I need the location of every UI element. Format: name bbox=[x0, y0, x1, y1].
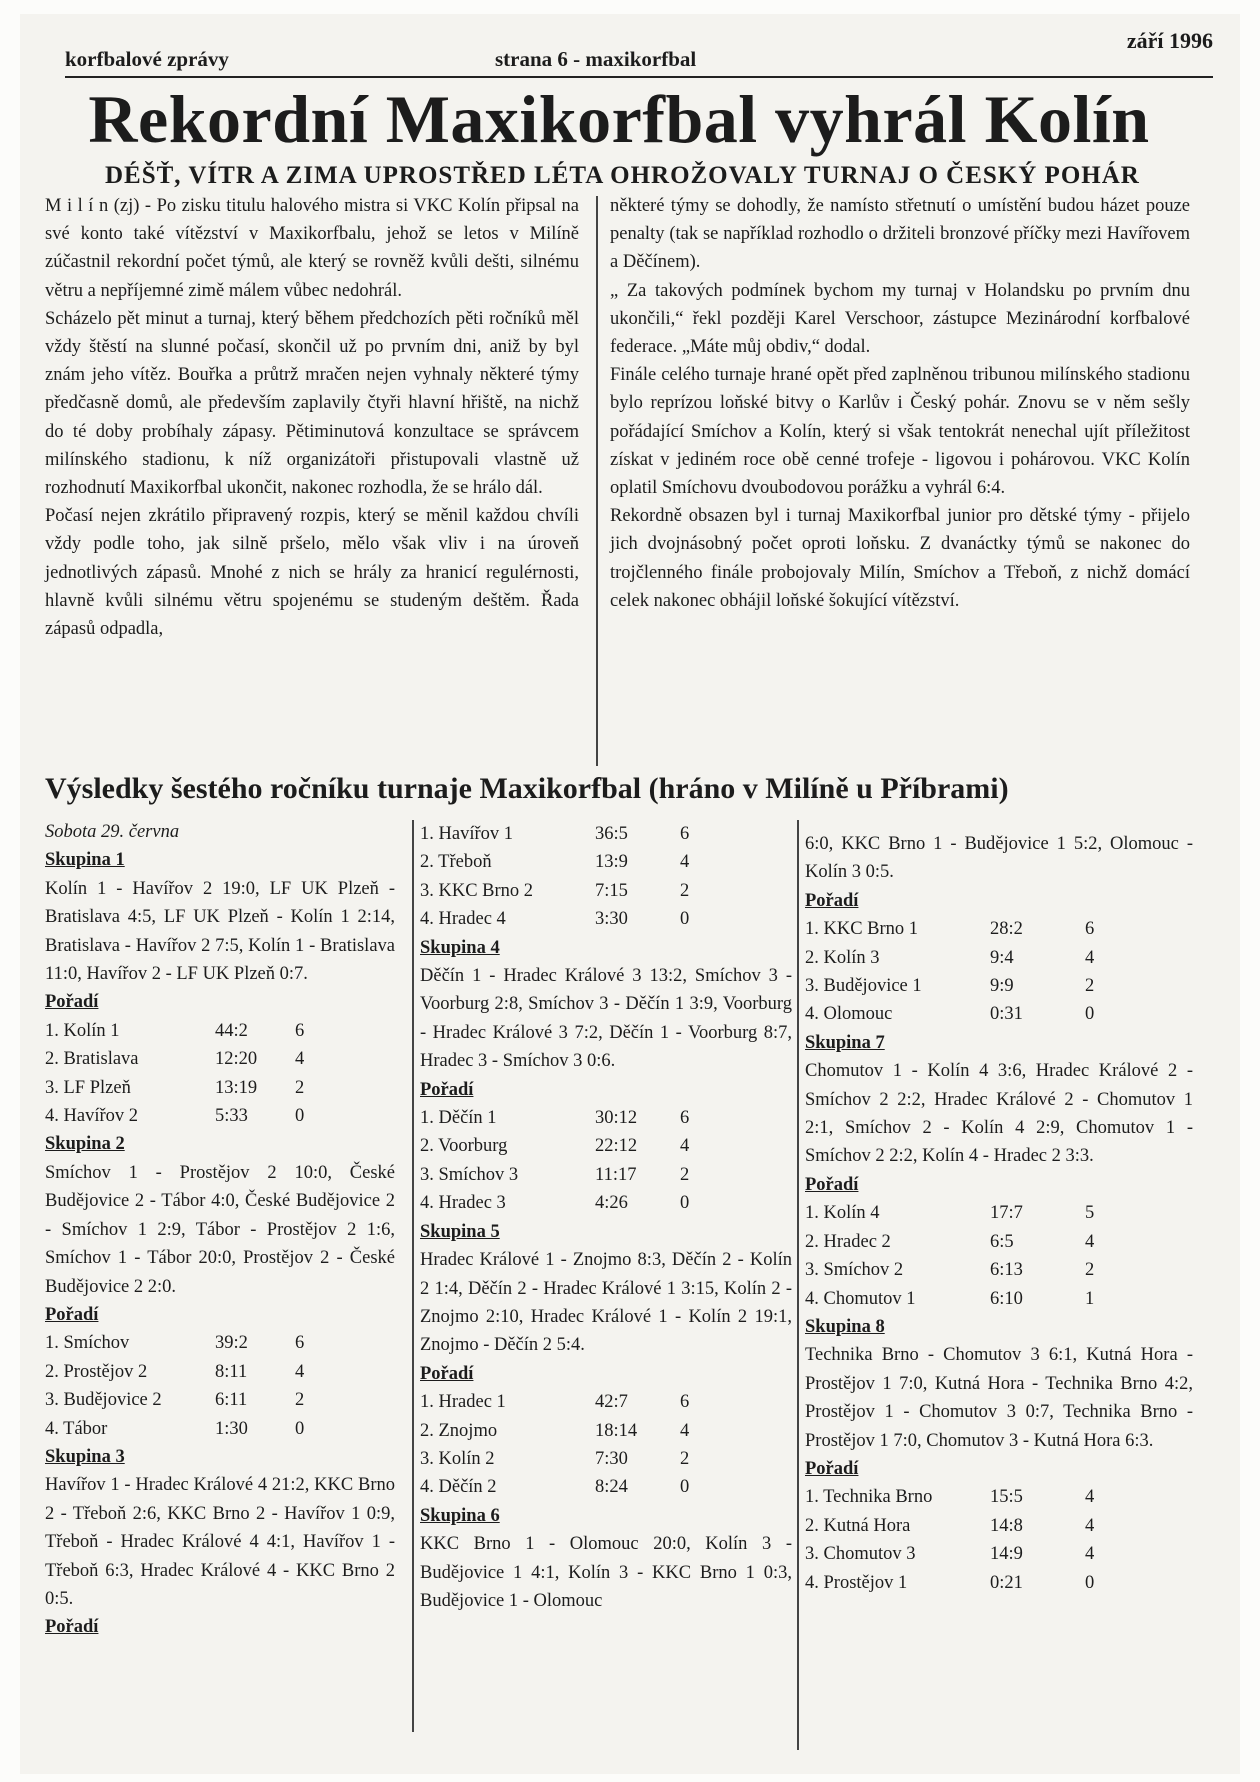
standings-row: 3. Kolín 2 7:30 2 bbox=[420, 1448, 690, 1469]
standings-row: 1. KKC Brno 1 28:2 6 bbox=[805, 919, 1095, 940]
paragraph: Scházelo pět minut a turnaj, který během předchozích pěti ročníků měl vždy štěstí na slunné počasí, skončil už po prvním dni, aniž by byl znám jeho vítěz. Bouřka a průtrž mračen nejen vyhnaly některé týmy předčasně domů, ale především zaplavily čtyři hlavní hřiště, na nichž do té doby probíhaly zápasy. Pětiminutová konzultace se správcem milínského stadionu, k níž organizátoři přistupovali vlastně už rozhodnutí Maxikorfbal ukončit, nakonec rozhodla, že se hrálo dál. bbox=[45, 308, 579, 499]
standings-row: 4. Chomutov 1 6:10 1 bbox=[805, 1288, 1095, 1309]
article-headline: Rekordní Maxikorfbal vyhrál Kolín bbox=[88, 81, 1150, 157]
group-title: Skupina 2 bbox=[45, 1134, 125, 1155]
results-column-3 bbox=[805, 830, 1193, 1597]
standings-row: 1. Kolín 1 44:2 6 bbox=[45, 1020, 305, 1041]
article-column-2 bbox=[610, 192, 1190, 615]
standings-row: 2. Kolín 3 9:4 4 bbox=[805, 947, 1095, 968]
standings-row: 1. Technika Brno 15:5 4 bbox=[805, 1487, 1095, 1508]
group-matches: Smíchov 1 - Prostějov 2 10:0, České Budějovice 2 - Tábor 4:0, České Budějovice 2 - Smíchov 1 2:9, Tábor - Prostějov 2 1:6, Smíchov 1 - Tábor 20:0, Prostějov 2 - České Budějovice 2 2:0. bbox=[45, 1162, 395, 1297]
standings-label: Pořadí bbox=[45, 1617, 99, 1638]
standings-label: Pořadí bbox=[45, 1304, 99, 1325]
results-heading: Výsledky šestého ročníku turnaje Maxikorfbal (hráno v Milíně u Příbrami) bbox=[45, 772, 1009, 805]
standings-row: 3. LF Plzeň 13:19 2 bbox=[45, 1077, 305, 1098]
standings-row: 2. Voorburg 22:12 4 bbox=[420, 1136, 690, 1157]
paragraph: „ Za takových podmínek bychom my turnaj v Holandsku po prvním dnu ukončili,“ řekl později Karel Verschoor, zástupce Mezinárodní korfbalové federace. „Máte můj obdiv,“ dodal. bbox=[610, 280, 1190, 358]
standings-row: 1. Havířov 1 36:5 6 bbox=[420, 824, 690, 844]
standings-row: 3. Chomutov 3 14:9 4 bbox=[805, 1544, 1095, 1565]
standings-label: Pořadí bbox=[805, 1174, 859, 1195]
group-matches: KKC Brno 1 - Olomouc 20:0, Kolín 3 - Budějovice 1 4:1, Kolín 3 - KKC Brno 1 0:3, Budějovice 1 - Olomouc bbox=[420, 1534, 792, 1611]
standings-row: 4. Hradec 4 3:30 0 bbox=[420, 909, 690, 930]
article-subheadline: DÉŠŤ, VÍTR A ZIMA UPROSTŘED LÉTA OHROŽOVALY TURNAJ O ČESKÝ POHÁR bbox=[105, 162, 1140, 189]
standings-row: 1. Hradec 1 42:7 6 bbox=[420, 1392, 690, 1413]
column-divider bbox=[596, 196, 598, 766]
standings-label: Pořadí bbox=[420, 1079, 474, 1100]
column-divider bbox=[412, 820, 414, 1732]
group-matches: Hradec Králové 1 - Znojmo 8:3, Děčín 2 - Kolín 2 1:4, Děčín 2 - Hradec Králové 1 3:15, Kolín 2 - Znojmo 2:10, Hradec Králové 1 - Kolín 2 19:1, Znojmo - Děčín 2 5:4. bbox=[420, 1250, 792, 1356]
page-header bbox=[65, 26, 1213, 78]
group-title: Skupina 4 bbox=[420, 937, 500, 958]
paragraph: Rekordně obsazen byl i turnaj Maxikorfbal junior pro dětské týmy - přijelo jich dvojnásobný počet oproti loňsku. Z dvanáctky týmů se nakonec do trojčlenného finále probojovaly Milín, Smíchov a Třeboň, z nichž domácí celek nakonec obhájil loňské šokující vítězství. bbox=[610, 506, 1190, 611]
standings-row: 1. Kolín 4 17:7 5 bbox=[805, 1203, 1095, 1224]
results-column-2 bbox=[420, 820, 792, 1615]
paragraph: Finále celého turnaje hrané opět před zaplněnou tribunou milínského stadionu bylo reprízou loňské bitvy o Karlův i Český pohár. Znovu se v něm sešly pořádající Smíchov a Kolín, který si však tentokrát nenechal ujít příležitost získat v jediném roce obě cenné trofeje - ligovou i pohárovou. VKC Kolín oplatil Smíchovu dvoubodovou porážku a vyhrál 6:4. bbox=[610, 365, 1190, 499]
column-divider bbox=[797, 820, 799, 1750]
standings-label: Pořadí bbox=[45, 992, 99, 1013]
group-title: Skupina 6 bbox=[420, 1505, 500, 1526]
standings-label: Pořadí bbox=[805, 1458, 859, 1479]
group-matches: 6:0, KKC Brno 1 - Budějovice 1 5:2, Olomouc - Kolín 3 0:5. bbox=[805, 834, 1193, 883]
group-title: Skupina 5 bbox=[420, 1221, 500, 1242]
standings-row: 2. Kutná Hora 14:8 4 bbox=[805, 1515, 1095, 1536]
standings-row: 4. Olomouc 0:31 0 bbox=[805, 1004, 1095, 1025]
group-matches: Havířov 1 - Hradec Králové 4 21:2, KKC Brno 2 - Třeboň 2:6, KKC Brno 2 - Havířov 1 0:9, Třeboň - Hradec Králové 4 4:1, Havířov 1 - Třeboň 6:3, Hradec Králové 4 - KKC Brno 2 0:5. bbox=[45, 1475, 395, 1609]
standings-row: 4. Prostějov 1 0:21 0 bbox=[805, 1572, 1095, 1593]
group-title: Skupina 1 bbox=[45, 850, 125, 871]
standings-row: 3. Budějovice 2 6:11 2 bbox=[45, 1390, 305, 1411]
paragraph: některé týmy se dohodly, že namísto střetnutí o umístění budou házet pouze penalty (tak se například rozhodlo o držiteli bronzové příčky mezi Havířovem a Děčínem). bbox=[610, 196, 1190, 273]
paragraph: M i l í n (zj) - Po zisku titulu halového mistra si VKC Kolín připsal na své konto také vítězství v Maxikorfbalu, jehož se letos v Milíně zúčastnil rekordní počet týmů, ale který se rovněž kvůli dešti, silnému větru a nepříjemné zimě málem vůbec nedohrál. bbox=[45, 196, 579, 301]
group-title: Skupina 7 bbox=[805, 1032, 885, 1053]
group-matches: Kolín 1 - Havířov 2 19:0, LF UK Plzeň - Bratislava 4:5, LF UK Plzeň - Kolín 1 2:14, Bratislava - Havířov 2 7:5, Kolín 1 - Bratislava 11:0, Havířov 2 - LF UK Plzeň 0:7. bbox=[45, 878, 395, 985]
group-matches: Chomutov 1 - Kolín 4 3:6, Hradec Králové 2 - Smíchov 2 2:2, Hradec Králové 2 - Chomutov 1 2:1, Smíchov 2 - Kolín 4 2:9, Chomutov 1 - Smíchov 2 2:2, Kolín 4 - Hradec 2 3:3. bbox=[805, 1061, 1193, 1167]
standings-label: Pořadí bbox=[805, 890, 859, 911]
standings-row: 4. Havířov 2 5:33 0 bbox=[45, 1106, 305, 1127]
article-column-1 bbox=[45, 192, 579, 643]
standings-row: 1. Děčín 1 30:12 6 bbox=[420, 1108, 690, 1129]
group-title: Skupina 3 bbox=[45, 1446, 125, 1467]
results-date: Sobota 29. června bbox=[45, 822, 180, 842]
paragraph: Počasí nejen zkrátilo připravený rozpis, který se měnil každou chvíli vždy podle toho, jak silně pršelo, mělo však vliv i na úroveň jednotlivých zápasů. Mnohé z nich se hrály za hranicí regulérnosti, hlavně kvůli silnému větru spojenému se studeným deštěm. Řada zápasů odpadla, bbox=[45, 506, 579, 640]
standings-row: 3. Smíchov 2 6:13 2 bbox=[805, 1260, 1095, 1281]
header-section: korfbalové zprávy bbox=[65, 47, 229, 71]
group-matches: Děčín 1 - Hradec Králové 3 13:2, Smíchov 3 - Voorburg 2:8, Smíchov 3 - Děčín 1 3:9, Voorburg - Hradec Králové 3 7:2, Děčín 1 - Voorburg 8:7, Hradec 3 - Smíchov 3 0:6. bbox=[420, 966, 792, 1072]
standings-row: 2. Hradec 2 6:5 4 bbox=[805, 1231, 1095, 1252]
standings-row: 4. Tábor 1:30 0 bbox=[45, 1418, 305, 1439]
standings-row: 2. Bratislava 12:20 4 bbox=[45, 1049, 305, 1070]
standings-label: Pořadí bbox=[420, 1363, 474, 1384]
header-date: září 1996 bbox=[1126, 28, 1213, 53]
group-matches: Technika Brno - Chomutov 3 6:1, Kutná Hora - Prostějov 1 7:0, Kutná Hora - Technika Brno 4:2, Prostějov 1 - Chomutov 3 0:7, Technika Brno - Prostějov 1 7:0, Chomutov 3 - Kutná Hora 6:3. bbox=[805, 1345, 1193, 1451]
standings-row: 2. Znojmo 18:14 4 bbox=[420, 1420, 690, 1441]
standings-row: 3. KKC Brno 2 7:15 2 bbox=[420, 880, 690, 901]
standings-row: 2. Třeboň 13:9 4 bbox=[420, 852, 690, 873]
standings-row: 3. Smíchov 3 11:17 2 bbox=[420, 1164, 690, 1185]
standings-row: 1. Smíchov 39:2 6 bbox=[45, 1333, 305, 1354]
standings-row: 2. Prostějov 2 8:11 4 bbox=[45, 1361, 305, 1382]
standings-row: 4. Děčín 2 8:24 0 bbox=[420, 1477, 690, 1498]
results-column-1 bbox=[45, 818, 395, 1642]
group-title: Skupina 8 bbox=[805, 1316, 885, 1337]
standings-row: 3. Budějovice 1 9:9 2 bbox=[805, 976, 1095, 997]
standings-row: 4. Hradec 3 4:26 0 bbox=[420, 1193, 690, 1214]
header-page-number: strana 6 - maxikorfbal bbox=[495, 47, 697, 71]
